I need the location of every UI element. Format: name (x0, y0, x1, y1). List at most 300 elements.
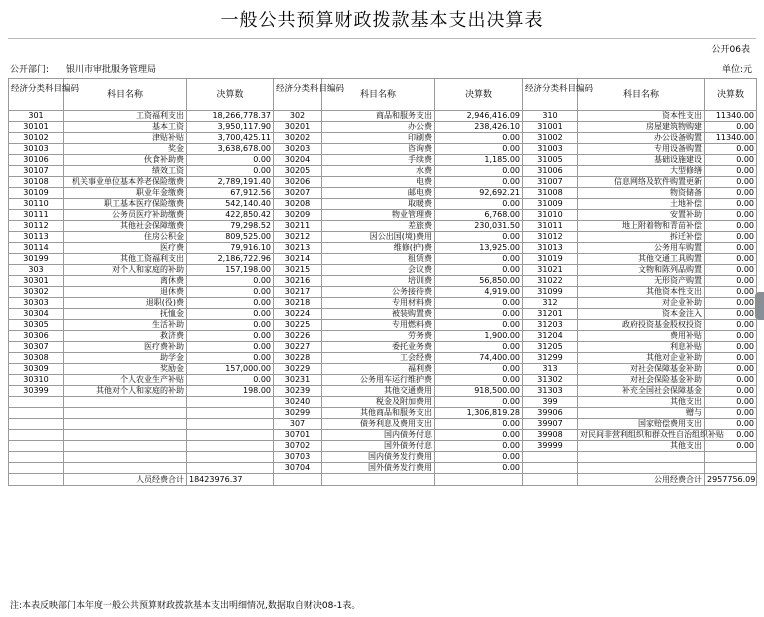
table-cell: 专用燃料费 (322, 320, 435, 331)
table-cell: 312 (523, 298, 578, 309)
table-cell (523, 452, 578, 463)
table-cell (9, 463, 64, 474)
table-cell: 工资福利支出 (64, 111, 187, 122)
dept-label: 公开部门: (10, 65, 50, 75)
table-cell: 费用补贴 (578, 331, 705, 342)
table-cell: 0.00 (435, 254, 523, 265)
table-cell: 0.00 (435, 133, 523, 144)
table-cell: 维修(护)费 (322, 243, 435, 254)
table-cell: 31303 (523, 386, 578, 397)
table-cell: 对个人和家庭的补助 (64, 265, 187, 276)
table-row (9, 122, 757, 133)
table-row (9, 408, 757, 419)
table-cell: 30305 (9, 320, 64, 331)
table-cell: 0.00 (435, 309, 523, 320)
table-cell: 918,500.00 (435, 386, 523, 397)
table-cell: 30201 (274, 122, 322, 133)
table-cell: 31012 (523, 232, 578, 243)
table-cell: 542,140.40 (187, 199, 274, 210)
table-cell: 39906 (523, 408, 578, 419)
table-cell: 伙食补助费 (64, 155, 187, 166)
footnote: 注:本表反映部门本年度一般公共预算财政拨款基本支出明细情况,数据取自财决08-1表。 (10, 601, 361, 611)
table-cell: 30226 (274, 331, 322, 342)
total-cell (274, 474, 322, 486)
table-cell: 310 (523, 111, 578, 122)
table-cell (578, 463, 705, 474)
table-cell: 30114 (9, 243, 64, 254)
table-cell: 31010 (523, 210, 578, 221)
table-cell: 30108 (9, 177, 64, 188)
table-cell: 230,031.50 (435, 221, 523, 232)
table-cell: 0.00 (705, 276, 757, 287)
table-cell (9, 408, 64, 419)
table-cell: 物业管理费 (322, 210, 435, 221)
table-cell: 0.00 (705, 408, 757, 419)
table-cell: 0.00 (705, 177, 757, 188)
table-cell: 0.00 (187, 298, 274, 309)
table-cell: 30209 (274, 210, 322, 221)
table-cell: 30239 (274, 386, 322, 397)
table-cell: 30306 (9, 331, 64, 342)
table-cell: 1,900.00 (435, 331, 523, 342)
column-header: 决算数 (187, 79, 274, 111)
total-cell: 人员经费合计 (64, 474, 187, 486)
table-cell: 0.00 (187, 353, 274, 364)
table-cell (705, 463, 757, 474)
table-cell: 住房公积金 (64, 232, 187, 243)
table-cell: 国外债务发行费用 (322, 463, 435, 474)
table-cell: 0.00 (705, 254, 757, 265)
table-cell: 取暖费 (322, 199, 435, 210)
table-cell (187, 452, 274, 463)
table-cell: 30309 (9, 364, 64, 375)
table-cell: 30216 (274, 276, 322, 287)
table-cell: 30102 (9, 133, 64, 144)
table-cell: 其他支出 (578, 441, 705, 452)
total-cell (523, 474, 578, 486)
table-cell: 31006 (523, 166, 578, 177)
table-cell (64, 408, 187, 419)
table-cell: 301 (9, 111, 64, 122)
table-cell: 咨询费 (322, 144, 435, 155)
table-cell: 30302 (9, 287, 64, 298)
table-row (9, 144, 757, 155)
table-cell: 30308 (9, 353, 64, 364)
table-cell: 31099 (523, 287, 578, 298)
table-cell: 大型修缮 (578, 166, 705, 177)
table-cell: 422,850.42 (187, 210, 274, 221)
table-cell: 水费 (322, 166, 435, 177)
table-cell: 31302 (523, 375, 578, 386)
table-cell: 31003 (523, 144, 578, 155)
table-cell: 3,700,425.11 (187, 133, 274, 144)
table-row (9, 331, 757, 342)
table-cell: 因公出国(境)费用 (322, 232, 435, 243)
table-cell: 其他资本性支出 (578, 287, 705, 298)
table-cell: 0.00 (435, 419, 523, 430)
column-header: 经济分类科目编码 (523, 79, 578, 111)
total-cell: 2957756.09 (705, 474, 757, 486)
table-cell: 其他商品和服务支出 (322, 408, 435, 419)
table-cell: 奖金 (64, 144, 187, 155)
table-cell: 补充全国社会保障基金 (578, 386, 705, 397)
table-row (9, 342, 757, 353)
table-row (9, 221, 757, 232)
table-cell: 11340.00 (705, 133, 757, 144)
form-code: 公开06表 (711, 45, 750, 55)
table-row (9, 199, 757, 210)
table-row (9, 419, 757, 430)
table-cell: 30702 (274, 441, 322, 452)
table-cell: 30207 (274, 188, 322, 199)
table-cell: 0.00 (705, 221, 757, 232)
table-cell: 0.00 (705, 122, 757, 133)
table-cell: 0.00 (705, 353, 757, 364)
table-cell: 离休费 (64, 276, 187, 287)
table-cell: 31013 (523, 243, 578, 254)
table-cell: 31001 (523, 122, 578, 133)
table-cell: 安置补助 (578, 210, 705, 221)
table-cell: 0.00 (705, 210, 757, 221)
table-cell: 基础设施建设 (578, 155, 705, 166)
table-cell: 30304 (9, 309, 64, 320)
table-cell: 39907 (523, 419, 578, 430)
table-cell: 工会经费 (322, 353, 435, 364)
table-cell: 0.00 (187, 342, 274, 353)
table-cell: 奖励金 (64, 364, 187, 375)
table-cell: 0.00 (435, 232, 523, 243)
table-cell: 157,000.00 (187, 364, 274, 375)
table-row (9, 265, 757, 276)
table-cell: 31002 (523, 133, 578, 144)
table-cell: 对社会保险基金补助 (578, 375, 705, 386)
table-cell: 307 (274, 419, 322, 430)
table-cell: 0.00 (187, 155, 274, 166)
table-cell: 30101 (9, 122, 64, 133)
table-cell: 2,186,722.96 (187, 254, 274, 265)
table-cell (9, 419, 64, 430)
table-cell: 30107 (9, 166, 64, 177)
table-row (9, 188, 757, 199)
table-cell: 30213 (274, 243, 322, 254)
table-cell: 0.00 (705, 155, 757, 166)
table-cell: 其他交通费用 (322, 386, 435, 397)
table-cell: 拆迁补偿 (578, 232, 705, 243)
table-cell: 39999 (523, 441, 578, 452)
table-cell: 国外债务付息 (322, 441, 435, 452)
table-cell: 30704 (274, 463, 322, 474)
table-cell: 政府投资基金股权投资 (578, 320, 705, 331)
side-scroll-handle[interactable] (755, 292, 764, 320)
table-cell: 被装购置费 (322, 309, 435, 320)
table-cell: 0.00 (705, 199, 757, 210)
table-cell: 福利费 (322, 364, 435, 375)
table-cell: 津贴补贴 (64, 133, 187, 144)
table-cell: 31008 (523, 188, 578, 199)
table-row (9, 353, 757, 364)
table-cell: 30225 (274, 320, 322, 331)
table-cell: 公务用车购置 (578, 243, 705, 254)
total-cell (9, 474, 64, 486)
table-cell: 印刷费 (322, 133, 435, 144)
table-cell (187, 463, 274, 474)
table-cell: 公务接待费 (322, 287, 435, 298)
table-cell: 30299 (274, 408, 322, 419)
table-cell: 31009 (523, 199, 578, 210)
table-cell: 抚恤金 (64, 309, 187, 320)
table-cell: 0.00 (705, 320, 757, 331)
table-cell: 0.00 (705, 243, 757, 254)
unit-label: 单位:元 (721, 65, 752, 75)
column-header: 决算数 (705, 79, 757, 111)
table-cell: 0.00 (435, 144, 523, 155)
table-row (9, 254, 757, 265)
table-cell: 31204 (523, 331, 578, 342)
table-row (9, 177, 757, 188)
table-cell: 3,638,678.00 (187, 144, 274, 155)
table-cell: 0.00 (705, 144, 757, 155)
table-cell (187, 419, 274, 430)
table-cell: 31021 (523, 265, 578, 276)
table-cell: 生活补助 (64, 320, 187, 331)
table-cell: 198.00 (187, 386, 274, 397)
table-cell: 30307 (9, 342, 64, 353)
table-cell: 其他交通工具购置 (578, 254, 705, 265)
table-cell: 0.00 (187, 309, 274, 320)
table-cell: 0.00 (187, 331, 274, 342)
table-cell: 313 (523, 364, 578, 375)
table-cell: 物资储备 (578, 188, 705, 199)
table-cell: 房屋建筑物购建 (578, 122, 705, 133)
table-cell: 30212 (274, 232, 322, 243)
table-row (9, 364, 757, 375)
table-cell: 0.00 (435, 177, 523, 188)
table-cell: 30214 (274, 254, 322, 265)
table-cell: 信息网络及软件购置更新 (578, 177, 705, 188)
table-cell: 地上附着物和青苗补偿 (578, 221, 705, 232)
table-cell: 0.00 (705, 287, 757, 298)
top-divider (8, 38, 756, 39)
table-row (9, 309, 757, 320)
table-cell (9, 452, 64, 463)
table-cell: 30203 (274, 144, 322, 155)
table-cell: 0.00 (705, 397, 757, 408)
table-cell: 国家赔偿费用支出 (578, 419, 705, 430)
table-cell (64, 430, 187, 441)
table-cell: 809,525.00 (187, 232, 274, 243)
table-cell (64, 419, 187, 430)
table-cell: 31019 (523, 254, 578, 265)
table-cell: 0.00 (705, 342, 757, 353)
table-cell: 74,400.00 (435, 353, 523, 364)
table-cell: 13,925.00 (435, 243, 523, 254)
table-cell: 30303 (9, 298, 64, 309)
table-cell: 无形资产购置 (578, 276, 705, 287)
table-cell: 0.00 (435, 166, 523, 177)
table-row (9, 287, 757, 298)
table-cell (64, 463, 187, 474)
table-cell: 30240 (274, 397, 322, 408)
expenditure-table (8, 78, 757, 486)
table-cell: 0.00 (705, 166, 757, 177)
table-cell: 18,266,778.37 (187, 111, 274, 122)
table-cell (578, 452, 705, 463)
table-cell (64, 397, 187, 408)
table-cell: 电费 (322, 177, 435, 188)
table-cell (705, 452, 757, 463)
table-cell: 办公设备购置 (578, 133, 705, 144)
column-header: 科目名称 (64, 79, 187, 111)
table-cell: 资本性支出 (578, 111, 705, 122)
table-cell: 0.00 (435, 342, 523, 353)
table-cell: 机关事业单位基本养老保险缴费 (64, 177, 187, 188)
column-header: 决算数 (435, 79, 523, 111)
table-cell: 债务利息及费用支出 (322, 419, 435, 430)
table-cell: 0.00 (435, 265, 523, 276)
table-cell: 157,198.00 (187, 265, 274, 276)
table-cell: 30206 (274, 177, 322, 188)
table-cell (9, 430, 64, 441)
table-cell: 其他支出 (578, 397, 705, 408)
column-header: 经济分类科目编码 (274, 79, 322, 111)
table-cell: 6,768.00 (435, 210, 523, 221)
table-cell: 30113 (9, 232, 64, 243)
total-cell (322, 474, 435, 486)
table-cell: 利息补贴 (578, 342, 705, 353)
table-cell: 0.00 (705, 430, 757, 441)
table-cell: 11340.00 (705, 111, 757, 122)
table-cell (9, 397, 64, 408)
table-cell: 其他工资福利支出 (64, 254, 187, 265)
table-cell: 0.00 (435, 298, 523, 309)
table-cell: 3,950,117.90 (187, 122, 274, 133)
table-cell: 0.00 (705, 232, 757, 243)
table-cell: 31011 (523, 221, 578, 232)
table-cell: 0.00 (705, 419, 757, 430)
table-cell: 对社会保障基金补助 (578, 364, 705, 375)
table-cell: 绩效工资 (64, 166, 187, 177)
table-cell: 0.00 (435, 441, 523, 452)
table-cell: 0.00 (435, 463, 523, 474)
table-cell: 39908 (523, 430, 578, 441)
table-cell: 303 (9, 265, 64, 276)
table-cell: 会议费 (322, 265, 435, 276)
table-cell: 赠与 (578, 408, 705, 419)
table-cell: 30703 (274, 452, 322, 463)
table-cell: 国内债务付息 (322, 430, 435, 441)
column-header: 经济分类科目编码 (9, 79, 64, 111)
table-cell: 30231 (274, 375, 322, 386)
table-cell: 302 (274, 111, 322, 122)
table-row (9, 133, 757, 144)
table-cell: 救济费 (64, 331, 187, 342)
table-cell: 0.00 (705, 265, 757, 276)
total-row (9, 474, 757, 486)
table-cell: 31022 (523, 276, 578, 287)
table-cell: 30310 (9, 375, 64, 386)
table-row (9, 430, 757, 441)
table-cell: 手续费 (322, 155, 435, 166)
table-cell: 0.00 (435, 320, 523, 331)
table-cell: 其他社会保障缴费 (64, 221, 187, 232)
table-cell: 30227 (274, 342, 322, 353)
table-cell: 30301 (9, 276, 64, 287)
table-cell: 30202 (274, 133, 322, 144)
table-cell: 0.00 (435, 375, 523, 386)
table-cell: 56,850.00 (435, 276, 523, 287)
table-cell: 92,692.21 (435, 188, 523, 199)
table-cell: 国内债务发行费用 (322, 452, 435, 463)
table-cell: 0.00 (705, 298, 757, 309)
table-cell: 培训费 (322, 276, 435, 287)
table-cell: 31005 (523, 155, 578, 166)
table-cell: 30103 (9, 144, 64, 155)
table-cell: 租赁费 (322, 254, 435, 265)
table-cell: 30110 (9, 199, 64, 210)
table-cell: 30399 (9, 386, 64, 397)
table-cell: 0.00 (705, 364, 757, 375)
total-cell (435, 474, 523, 486)
table-cell: 0.00 (435, 364, 523, 375)
table-cell: 30204 (274, 155, 322, 166)
table-cell (187, 397, 274, 408)
table-cell: 助学金 (64, 353, 187, 364)
table-cell: 0.00 (705, 309, 757, 320)
table-cell: 30211 (274, 221, 322, 232)
table-cell: 399 (523, 397, 578, 408)
table-cell: 30112 (9, 221, 64, 232)
table-row (9, 397, 757, 408)
table-cell: 30111 (9, 210, 64, 221)
table-cell: 退职(役)费 (64, 298, 187, 309)
table-row (9, 463, 757, 474)
table-cell: 31203 (523, 320, 578, 331)
table-cell: 0.00 (435, 199, 523, 210)
table-cell: 0.00 (435, 430, 523, 441)
table-cell: 退休费 (64, 287, 187, 298)
table-row (9, 386, 757, 397)
table-cell: 其他对企业补助 (578, 353, 705, 364)
table-cell: 30217 (274, 287, 322, 298)
table-cell: 67,912.56 (187, 188, 274, 199)
table-cell: 0.00 (705, 188, 757, 199)
table-row (9, 243, 757, 254)
table-cell: 0.00 (187, 287, 274, 298)
table-cell: 商品和服务支出 (322, 111, 435, 122)
header-row (9, 79, 757, 111)
table-cell: 0.00 (187, 375, 274, 386)
table-cell: 1,306,819.28 (435, 408, 523, 419)
table-row (9, 452, 757, 463)
table-cell: 0.00 (705, 375, 757, 386)
table-cell: 对企业补助 (578, 298, 705, 309)
table-cell: 个人农业生产补贴 (64, 375, 187, 386)
table-row (9, 232, 757, 243)
table-cell: 专用设备购置 (578, 144, 705, 155)
table-cell: 238,426.10 (435, 122, 523, 133)
table-cell: 30229 (274, 364, 322, 375)
table-cell: 30109 (9, 188, 64, 199)
table-cell: 土地补偿 (578, 199, 705, 210)
table-row (9, 441, 757, 452)
table-cell: 30208 (274, 199, 322, 210)
table-cell: 31205 (523, 342, 578, 353)
table-cell: 30701 (274, 430, 322, 441)
table-row (9, 166, 757, 177)
table-cell: 差旅费 (322, 221, 435, 232)
table-cell: 专用材料费 (322, 298, 435, 309)
page-title: 一般公共预算财政拨款基本支出决算表 (220, 10, 544, 31)
